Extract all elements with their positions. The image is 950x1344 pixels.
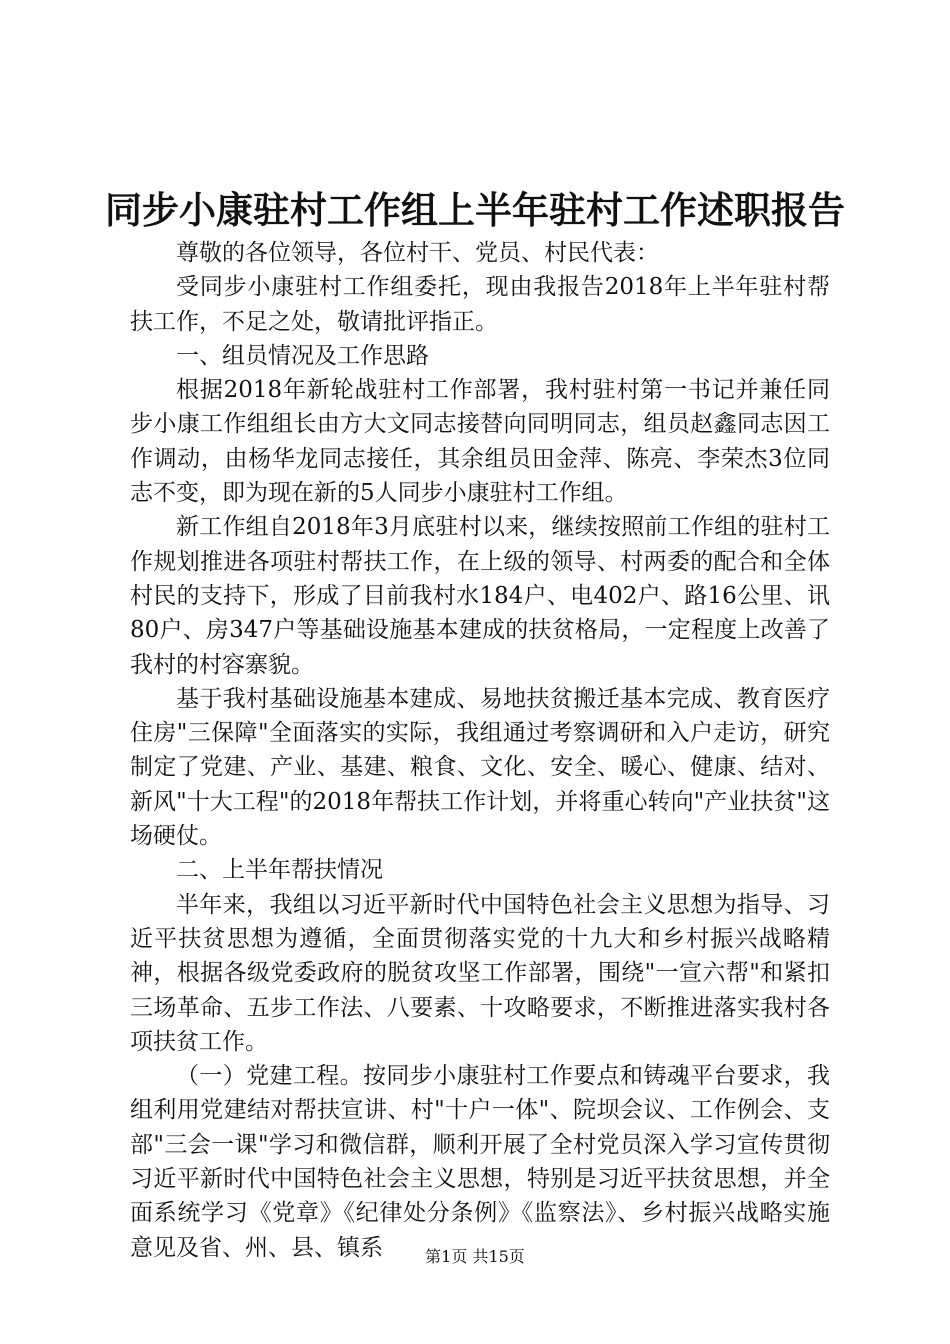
intro-paragraph: 受同步小康驻村工作组委托，现由我报告2018年上半年驻村帮扶工作，不足之处，敬请批评指正。 bbox=[130, 274, 830, 335]
section-heading-1: 一、组员情况及工作思路 bbox=[176, 342, 429, 369]
salutation-paragraph: 尊敬的各位领导，各位村干、党员、村民代表： bbox=[176, 240, 659, 266]
document-body bbox=[130, 236, 830, 1265]
page-number-footer: 第1页 共15页 bbox=[425, 1247, 525, 1266]
body-paragraph: 根据2018年新轮战驻村工作部署，我村驻村第一书记并兼任同步小康工作组组长由方大文同志接替向同明同志，组员赵鑫同志因工作调动，由杨华龙同志接任，其余组员田金萍、陈亮、李荣杰3位同志不变，即为现在新的5人同步小康驻村工作组。 bbox=[130, 377, 830, 507]
body-paragraph: 新工作组自2018年3月底驻村以来，继续按照前工作组的驻村工作规划推进各项驻村帮扶工作，在上级的领导、村两委的配合和全体村民的支持下，形成了目前我村水184户、电402户、路16公里、讯80户、房347户等基础设施基本建成的扶贫格局，一定程度上改善了我村的村容寨貌。 bbox=[130, 514, 830, 678]
body-paragraph: 半年来，我组以习近平新时代中国特色社会主义思想为指导、习近平扶贫思想为遵循，全面贯彻落实党的十九大和乡村振兴战略精神，根据各级党委政府的脱贫攻坚工作部署，围绕"一宣六帮"和紧扣三场革命、五步工作法、八要素、十攻略要求，不断推进落实我村各项扶贫工作。 bbox=[130, 891, 830, 1055]
document-title: 同步小康驻村工作组上半年驻村工作述职报告 bbox=[105, 188, 845, 232]
body-paragraph: 基于我村基础设施基本建成、易地扶贫搬迁基本完成、教育医疗住房"三保障"全面落实的实际，我组通过考察调研和入户走访，研究制定了党建、产业、基建、粮食、文化、安全、暖心、健康、结对、新风"十大工程"的2018年帮扶工作计划，并将重心转向"产业扶贫"这场硬仗。 bbox=[130, 685, 830, 850]
body-paragraph: （一）党建工程。按同步小康驻村工作要点和铸魂平台要求，我组利用党建结对帮扶宣讲、村"十户一体"、院坝会议、工作例会、支部"三会一课"学习和微信群，顺利开展了全村党员深入学习宣传贯彻习近平新时代中国特色社会主义思想，特别是习近平扶贫思想，并全面系统学习《党章》《纪律处分条例》《监察法》、乡村振兴战略实施意见及省、州、县、镇系 bbox=[130, 1063, 830, 1261]
section-heading-2: 二、上半年帮扶情况 bbox=[176, 857, 383, 884]
